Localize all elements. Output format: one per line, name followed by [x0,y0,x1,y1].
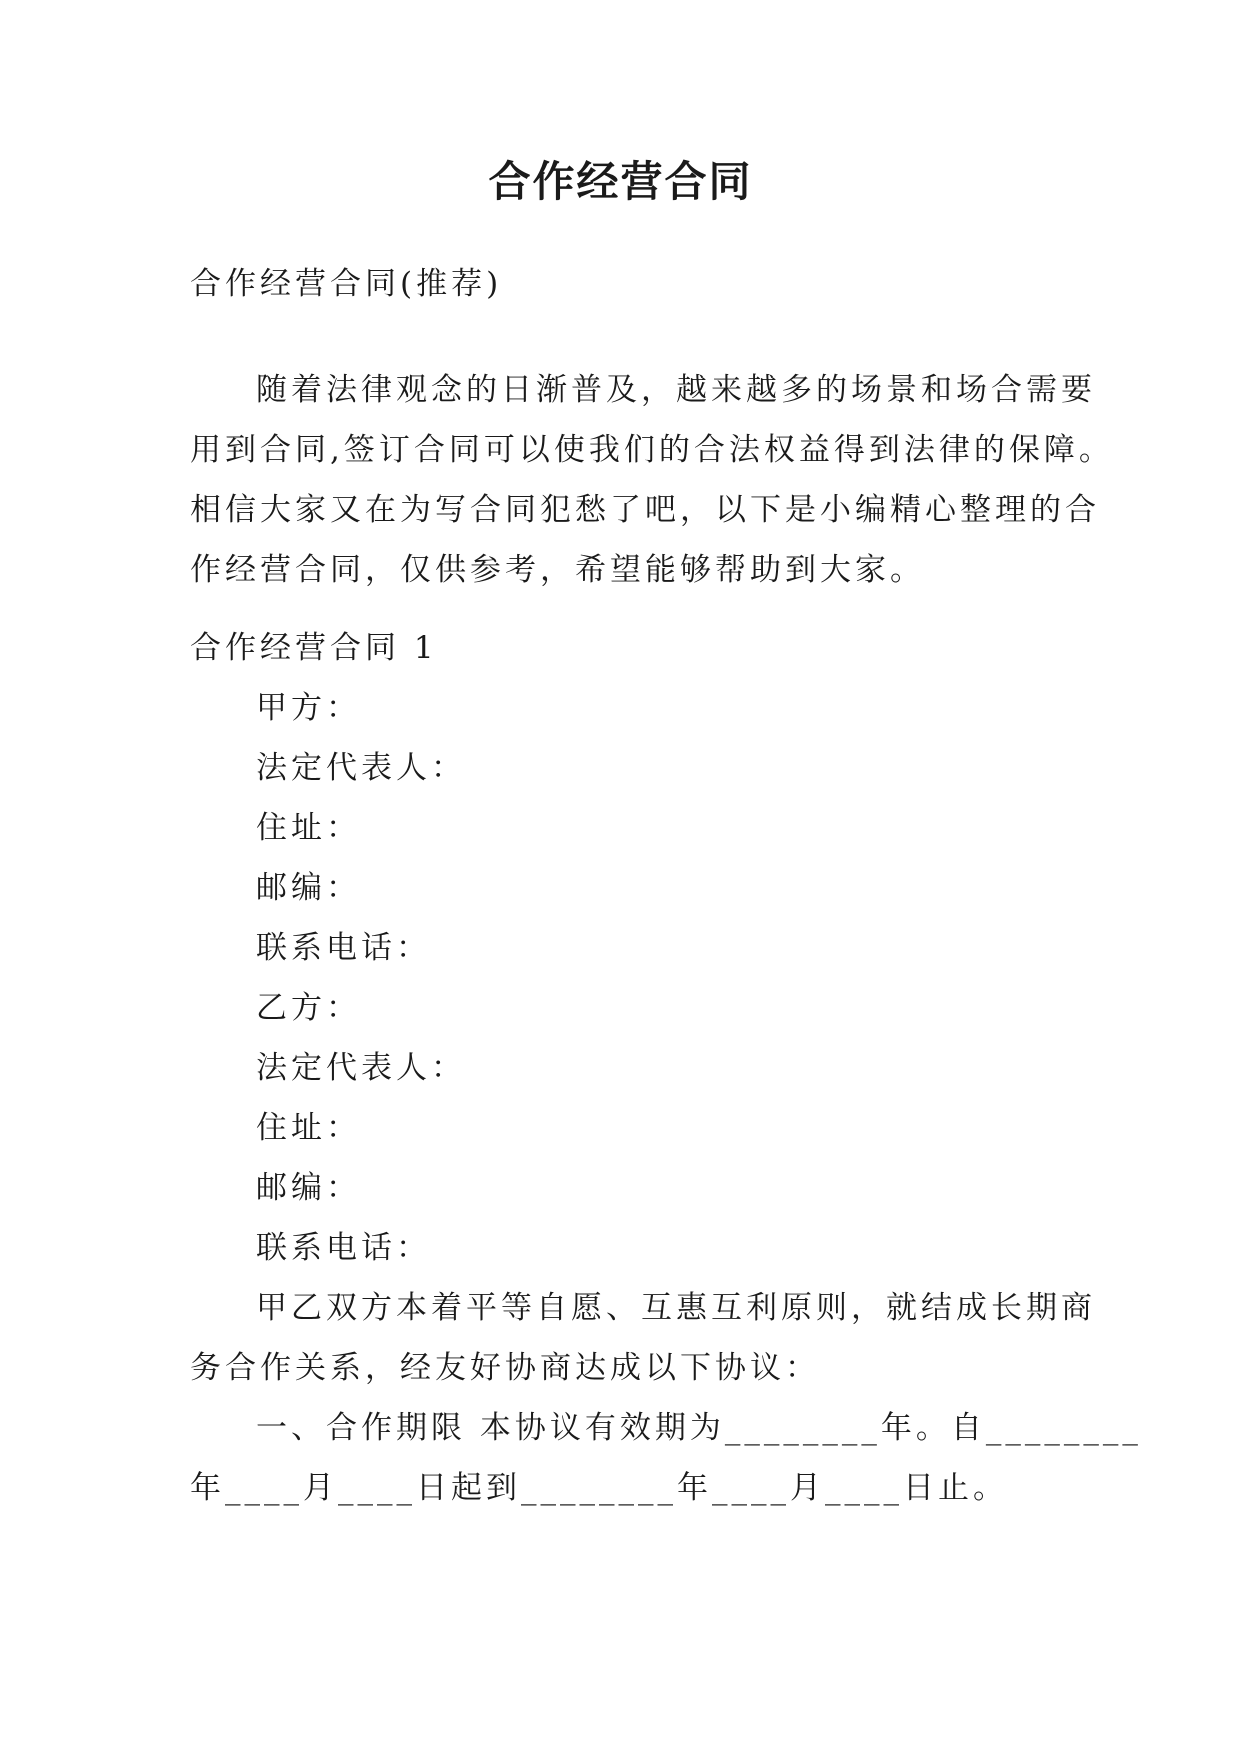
party-field-line: 法定代表人： [256,1050,466,1086]
clause-line: 一、合作期限 本协议有效期为________年。自________ [256,1410,1142,1446]
party-field-line: 联系电话： [256,930,431,966]
document-title: 合作经营合同 [488,157,753,206]
contract-section [190,618,1142,1518]
intro-line: 用到合同,签订合同可以使我们的合法权益得到法律的保障。 [190,432,1114,468]
party-field-line: 邮编： [256,870,361,906]
section-heading: 合作经营合同 1 [190,630,438,666]
intro-line: 相信大家又在为写合同犯愁了吧，以下是小编精心整理的合 [190,492,1100,528]
intro-line: 随着法律观念的日渐普及，越来越多的场景和场合需要 [256,372,1096,408]
intro-line: 作经营合同，仅供参考，希望能够帮助到大家。 [190,552,925,588]
party-field-line: 住址： [256,1110,361,1146]
party-field-line: 乙方： [256,990,361,1026]
subtitle-text: 合作经营合同(推荐) [190,266,503,302]
party-field-line: 住址： [256,810,361,846]
party-field-line: 联系电话： [256,1230,431,1266]
intro-paragraph [190,360,1114,600]
clause-line: 年____月____日起到________年____月____日止。 [190,1470,1008,1506]
agreement-line: 甲乙双方本着平等自愿、互惠互利原则，就结成长期商 [256,1290,1096,1326]
agreement-line: 务合作关系，经友好协商达成以下协议： [190,1350,820,1386]
party-field-line: 邮编： [256,1170,361,1206]
document-subtitle [190,254,1050,314]
party-field-line: 甲方： [256,690,361,726]
party-field-line: 法定代表人： [256,750,466,786]
